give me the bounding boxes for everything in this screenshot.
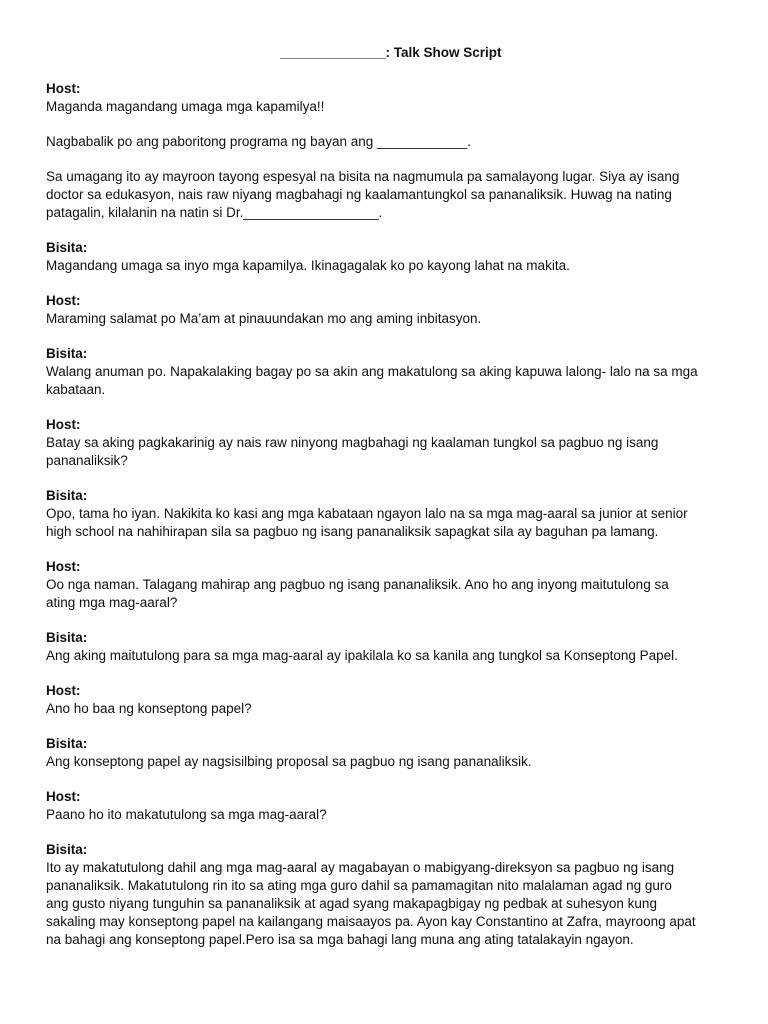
script-block	[46, 239, 736, 275]
script-block	[46, 558, 736, 612]
dialogue-line: Opo, tama ho iyan. Nakikita ko kasi ang mga kabataan ngayon lalo na sa mga mag-aaral sa junior at senior	[46, 506, 688, 521]
script-block	[46, 735, 736, 771]
dialogue-line: na bahagi ang konseptong papel.Pero isa sa mga bahagi lang muna ang ating tatalakayin ngayon.	[46, 932, 634, 947]
script-block	[46, 292, 736, 328]
dialogue-line: ang gusto niyang tunguhin sa pananaliksik at agad syang makapagbigay ng pedbak at suhesyon kung	[46, 896, 657, 911]
dialogue-line: Magandang umaga sa inyo mga kapamilya. Ikinagagalak ko po kayong lahat na makita.	[46, 258, 570, 273]
speaker-label: Bisita:	[46, 240, 88, 255]
script-block	[46, 682, 736, 718]
dialogue-line: doctor sa edukasyon, nais raw niyang magbahagi ng kaalamantungkol sa pananaliksik. Huwag na nating	[46, 187, 672, 202]
document-page	[46, 44, 736, 966]
speaker-label: Host:	[46, 417, 81, 432]
speaker-label: Bisita:	[46, 842, 88, 857]
speaker-label: Host:	[46, 559, 81, 574]
dialogue-line: patagalin, kilalanin na natin si Dr.__________________.	[46, 205, 383, 220]
dialogue-line: sakaling may konseptong papel na kailangang maisaayos pa. Ayon kay Constantino at Zafra, mayroong apat	[46, 914, 696, 929]
dialogue-line: Maganda magandang umaga mga kapamilya!!	[46, 99, 325, 114]
dialogue-line: Ito ay makatutulong dahil ang mga mag-aaral ay magabayan o mabigyang-direksyon sa pagbuo ng isang	[46, 860, 675, 875]
dialogue-line: pananaliksik. Makatutulong rin ito sa ating mga guro dahil sa pamamagitan nito malalaman agad ng guro	[46, 878, 672, 893]
dialogue-line: Batay sa aking pagkakarinig ay nais raw ninyong magbahagi ng kaalaman tungkol sa pagbuo ng isang	[46, 435, 659, 450]
dialogue-line: Oo nga naman. Talagang mahirap ang pagbuo ng isang pananaliksik. Ano ho ang inyong maitutulong sa	[46, 577, 669, 592]
speaker-label: Bisita:	[46, 488, 88, 503]
dialogue-line: Ano ho baa ng konseptong papel?	[46, 701, 252, 716]
script-block	[46, 80, 736, 116]
dialogue-line: pananaliksik?	[46, 453, 128, 468]
speaker-label: Host:	[46, 81, 81, 96]
script-block	[46, 629, 736, 665]
script-block	[46, 788, 736, 824]
page-title: ______________: Talk Show Script	[280, 45, 502, 60]
dialogue-line: ating mga mag-aaral?	[46, 595, 178, 610]
script-block	[46, 168, 736, 222]
speaker-label: Host:	[46, 293, 81, 308]
script-block	[46, 345, 736, 399]
dialogue-line: Walang anuman po. Napakalaking bagay po sa akin ang makatulong sa aking kapuwa lalong- lalo na sa mga	[46, 364, 698, 379]
speaker-label: Bisita:	[46, 736, 88, 751]
speaker-label: Bisita:	[46, 630, 88, 645]
script-block	[46, 416, 736, 470]
dialogue-line: high school na nahihirapan sila sa pagbuo ng isang pananaliksik sapagkat sila ay baguhan pa lamang.	[46, 524, 659, 539]
dialogue-line: Ang aking maitutulong para sa mga mag-aaral ay ipakilala ko sa kanila ang tungkol sa Konseptong Papel.	[46, 648, 678, 663]
dialogue-line: Ang konseptong papel ay nagsisilbing proposal sa pagbuo ng isang pananaliksik.	[46, 754, 532, 769]
script-block	[46, 487, 736, 541]
dialogue-line: Maraming salamat po Ma’am at pinauundakan mo ang aming inbitasyon.	[46, 311, 482, 326]
script-block	[46, 133, 736, 151]
dialogue-line: Sa umagang ito ay mayroon tayong espesyal na bisita na nagmumula pa samalayong lugar. Siya ay isang	[46, 169, 680, 184]
script-body	[46, 80, 736, 949]
dialogue-line: kabataan.	[46, 382, 106, 397]
speaker-label: Bisita:	[46, 346, 88, 361]
script-block	[46, 841, 736, 949]
speaker-label: Host:	[46, 789, 81, 804]
dialogue-line: Nagbabalik po ang paboritong programa ng bayan ang ____________.	[46, 134, 471, 149]
speaker-label: Host:	[46, 683, 81, 698]
dialogue-line: Paano ho ito makatutulong sa mga mag-aaral?	[46, 807, 327, 822]
